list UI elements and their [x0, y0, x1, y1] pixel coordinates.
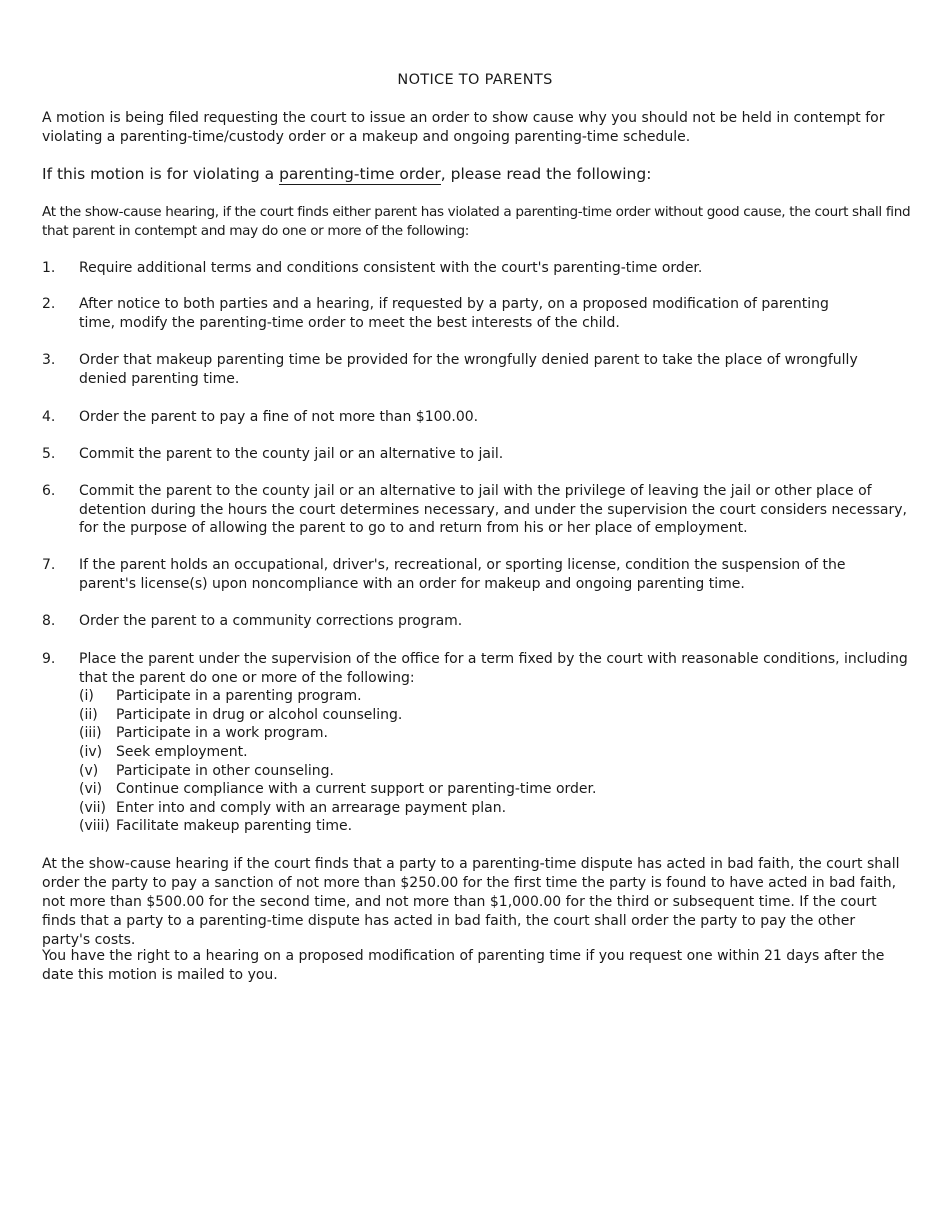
bad-faith-paragraph: At the show-cause hearing if the court finds that a party to a parenting-time dispute has acted in bad faith, the court shall order the party to pay a sanction of not more than $250.00 for the first time the party is found to have acted in bad faith, not more than $500.00 for the second time, and not more than $1,000.00 for the third or subsequent time. If the court finds that a party to a parenting-time dispute has acted in bad faith, the court shall order the party to pay the other party's costs. — [42, 856, 900, 948]
sub-list-item — [79, 687, 899, 706]
sub-list-item-number: (i) — [79, 688, 94, 704]
sub-list-item — [79, 817, 899, 836]
list-item-text: Require additional terms and conditions consistent with the court's parenting-time order. — [79, 260, 703, 276]
list-item — [42, 612, 912, 631]
heading-prefix: If this motion is for violating a — [42, 165, 280, 183]
list-item — [42, 650, 912, 687]
sub-list-item-text: Participate in a parenting program. — [116, 688, 362, 704]
sub-list-item — [79, 799, 899, 818]
sub-list-item-number: (viii) — [79, 818, 110, 834]
hearing-intro-paragraph: At the show-cause hearing, if the court finds either parent has violated a parenting-time order without good cause, the court shall find that parent in contempt and may do one or more of the following: — [42, 204, 911, 239]
sub-list-item — [79, 762, 899, 781]
sub-list-item — [79, 724, 899, 743]
page-title: NOTICE TO PARENTS — [397, 72, 553, 88]
section-heading — [42, 164, 651, 184]
sub-list-item-text: Participate in drug or alcohol counseling. — [116, 707, 403, 723]
list-item-number: 6. — [42, 483, 56, 499]
sub-list-item-number: (iv) — [79, 744, 103, 760]
list-item-number: 9. — [42, 651, 56, 667]
list-item — [42, 351, 912, 388]
list-item-text: Commit the parent to the county jail or an alternative to jail with the privilege of leaving the jail or other place of detention during the hours the court determines necessary, and under the supervision the court considers necessary, for the purpose of allowing the parent to go to and return from his or her place of employment. — [79, 483, 907, 537]
list-item — [42, 556, 912, 593]
sub-list-item-text: Seek employment. — [116, 744, 248, 760]
heading-suffix: , please read the following: — [440, 165, 652, 183]
list-item-number: 2. — [42, 296, 56, 312]
sub-list-item-text: Participate in a work program. — [116, 725, 328, 741]
sub-list-item — [79, 743, 899, 762]
sub-list-item-text: Continue compliance with a current support or parenting-time order. — [116, 781, 597, 797]
list-item-text: Order that makeup parenting time be provided for the wrongfully denied parent to take the place of wrongfully denied parenting time. — [79, 352, 858, 387]
list-item — [42, 445, 912, 464]
list-item-number: 4. — [42, 409, 56, 425]
list-item-text: Place the parent under the supervision of the office for a term fixed by the court with reasonable conditions, including that the parent do one or more of the following: — [79, 651, 908, 686]
sub-list-item-number: (ii) — [79, 707, 98, 723]
list-item-number: 8. — [42, 613, 56, 629]
sub-list-item-number: (vi) — [79, 781, 103, 797]
list-item-number: 7. — [42, 557, 56, 573]
sub-list-item-number: (v) — [79, 763, 99, 779]
heading-underlined-term: parenting-time order — [279, 165, 441, 183]
sub-list-item-text: Enter into and comply with an arrearage payment plan. — [116, 800, 507, 816]
sub-list-item-text: Participate in other counseling. — [116, 763, 334, 779]
sub-list-item-number: (vii) — [79, 800, 106, 816]
list-item-number: 5. — [42, 446, 56, 462]
intro-paragraph: A motion is being filed requesting the court to issue an order to show cause why you should not be held in contempt for violating a parenting-time/custody order or a makeup and ongoing parenting-time schedule. — [42, 110, 885, 145]
sub-list-item-number: (iii) — [79, 725, 102, 741]
list-item — [42, 259, 912, 278]
right-to-hearing-paragraph: You have the right to a hearing on a proposed modification of parenting time if you request one within 21 days after the date this motion is mailed to you. — [42, 948, 885, 983]
list-item — [42, 295, 912, 332]
list-item-text: Order the parent to a community corrections program. — [79, 613, 463, 629]
list-item-number: 1. — [42, 260, 56, 276]
list-item-text: Order the parent to pay a fine of not more than $100.00. — [79, 409, 479, 425]
list-item-text: Commit the parent to the county jail or an alternative to jail. — [79, 446, 504, 462]
list-item-text: After notice to both parties and a hearing, if requested by a party, on a proposed modification of parenting time, modify the parenting-time order to meet the best interests of the child. — [79, 296, 829, 331]
sub-list-item-text: Facilitate makeup parenting time. — [116, 818, 353, 834]
list-item-text: If the parent holds an occupational, driver's, recreational, or sporting license, condition the suspension of the parent's license(s) upon noncompliance with an order for makeup and ongoing parenting time. — [79, 557, 846, 592]
list-item — [42, 408, 912, 427]
sub-list-item — [79, 780, 899, 799]
sub-list-item — [79, 706, 899, 725]
list-item-number: 3. — [42, 352, 56, 368]
list-item — [42, 482, 912, 538]
